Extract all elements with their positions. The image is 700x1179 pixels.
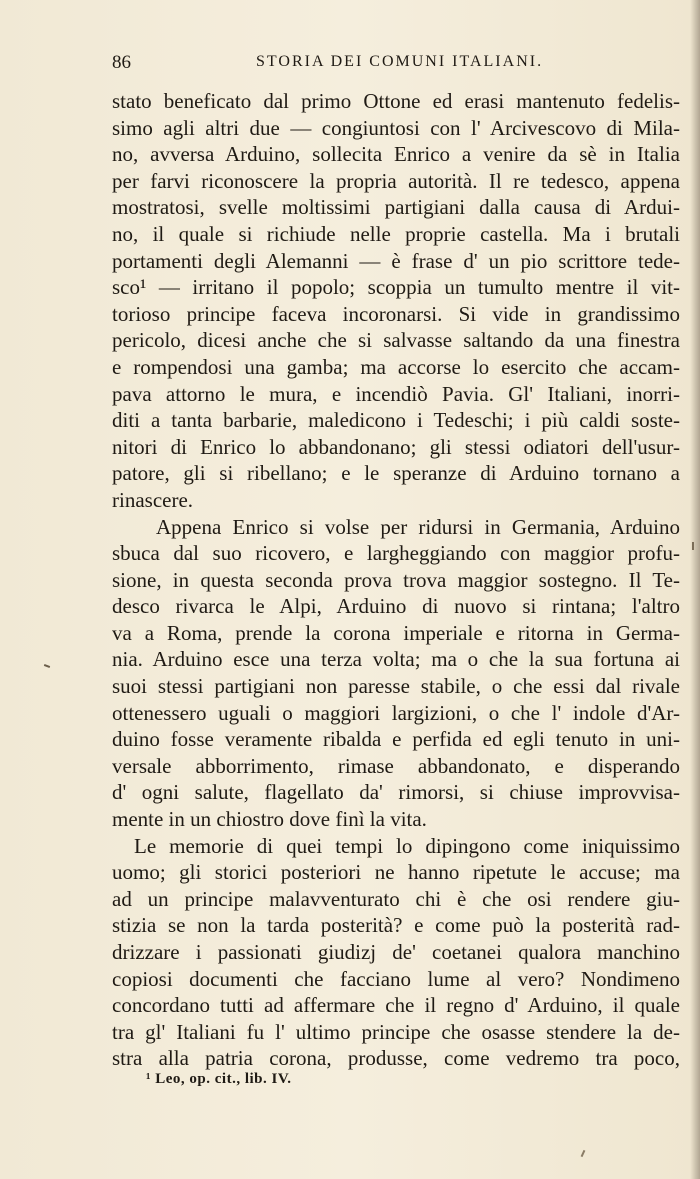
running-title: STORIA DEI COMUNI ITALIANI. xyxy=(256,53,544,70)
text-line: suoi stessi partigiani non paresse stabile, o che essi dal rivale xyxy=(112,674,680,699)
text-line: nia. Arduino esce una terza volta; ma o che la sua fortuna ai xyxy=(112,647,680,672)
text-line: sione, in questa seconda prova trova maggior sostegno. Il Te- xyxy=(112,567,680,592)
text-line: copiosi documenti che facciano lume al vero? Nondimeno xyxy=(112,966,680,991)
body-text xyxy=(112,88,680,1072)
ink-speck xyxy=(44,664,50,668)
text-line: no, avversa Arduino, sollecita Enrico a venire da sè in Italia xyxy=(112,142,680,167)
text-line: stra alla patria corona, produsse, come vedremo tra poco, xyxy=(112,1046,680,1071)
text-line: pava attorno le mura, e incendiò Pavia. Gl' Italiani, inorri- xyxy=(112,381,680,406)
text-line: diti a tanta barbarie, maledicono i Tedeschi; i più caldi soste- xyxy=(112,408,680,433)
text-line: d' ogni salute, flagellato da' rimorsi, si chiuse improvvisa- xyxy=(112,780,680,805)
text-line: ottenessero uguali o maggiori largizioni, o che l' indole d'Ar- xyxy=(112,700,680,725)
text-line: simo agli altri due — congiuntosi con l' Arcivescovo di Mila- xyxy=(112,115,680,140)
paragraph-end-line: rinascere. xyxy=(112,487,194,512)
text-line: desco rivarca le Alpi, Arduino di nuovo si rintana; l'altro xyxy=(112,594,680,619)
paragraph-end-line: mente in un chiostro dove finì la vita. xyxy=(112,807,427,832)
footnote: ¹ Leo, op. cit., lib. IV. xyxy=(146,1071,292,1087)
ink-speck xyxy=(692,542,694,550)
text-line: sbuca dal suo ricovero, e largheggiando con maggior profu- xyxy=(112,541,680,566)
text-line: ad un principe malavventurato chi è che osi rendere giu- xyxy=(112,886,680,911)
page-edge-shadow xyxy=(690,0,700,1179)
text-line: versale abborrimento, rimase abbandonato, e disperando xyxy=(112,753,680,778)
paragraph-start-line: Appena Enrico si volse per ridursi in Germania, Arduino xyxy=(156,514,680,539)
text-line: drizzare i passionati giudizj de' coetanei qualora manchino xyxy=(112,940,680,964)
text-line: e rompendosi una gamba; ma accorse lo esercito che accam- xyxy=(112,354,680,379)
text-line: sco¹ — irritano il popolo; scoppia un tumulto mentre il vit- xyxy=(112,275,680,300)
text-line: concordano tutti ad affermare che il regno d' Arduino, il quale xyxy=(112,993,680,1018)
text-line: no, il quale si richiude nelle proprie castella. Ma i brutali xyxy=(112,221,680,246)
text-line: va a Roma, prende la corona imperiale e ritorna in Germa- xyxy=(112,620,680,645)
text-line: tra gl' Italiani fu l' ultimo principe che osasse stendere la de- xyxy=(112,1019,680,1044)
text-line: per farvi riconoscere la propria autorità. Il re tedesco, appena xyxy=(112,168,680,193)
text-line: uomo; gli storici posteriori ne hanno ripetute le accuse; ma xyxy=(112,860,680,885)
text-line: mostratosi, svelle moltissimi partigiani dalla causa di Ardui- xyxy=(112,195,680,220)
text-line: stizia se non la tarda posterità? e come può la posterità rad- xyxy=(112,913,680,938)
paragraph-start-line: Le memorie di quei tempi lo dipingono come iniquissimo xyxy=(134,833,680,858)
text-line: nitori di Enrico lo abbandonano; gli stessi odiatori dell'usur- xyxy=(112,434,680,459)
page-number: 86 xyxy=(112,52,131,73)
text-line: torioso principe faceva incoronarsi. Si vide in grandissimo xyxy=(112,301,680,326)
ink-speck xyxy=(581,1150,586,1157)
page-header xyxy=(112,52,672,76)
text-line: portamenti degli Alemanni — è frase d' un pio scrittore tede- xyxy=(112,248,680,273)
text-line: patore, gli si ribellano; e le speranze di Arduino tornano a xyxy=(112,461,680,486)
text-line: duino fosse veramente ribalda e perfida ed egli tenuto in uni- xyxy=(112,727,680,752)
text-line: stato beneficato dal primo Ottone ed erasi mantenuto fedelis- xyxy=(112,89,680,113)
text-line: pericolo, dicesi anche che si salvasse saltando da una finestra xyxy=(112,328,680,353)
